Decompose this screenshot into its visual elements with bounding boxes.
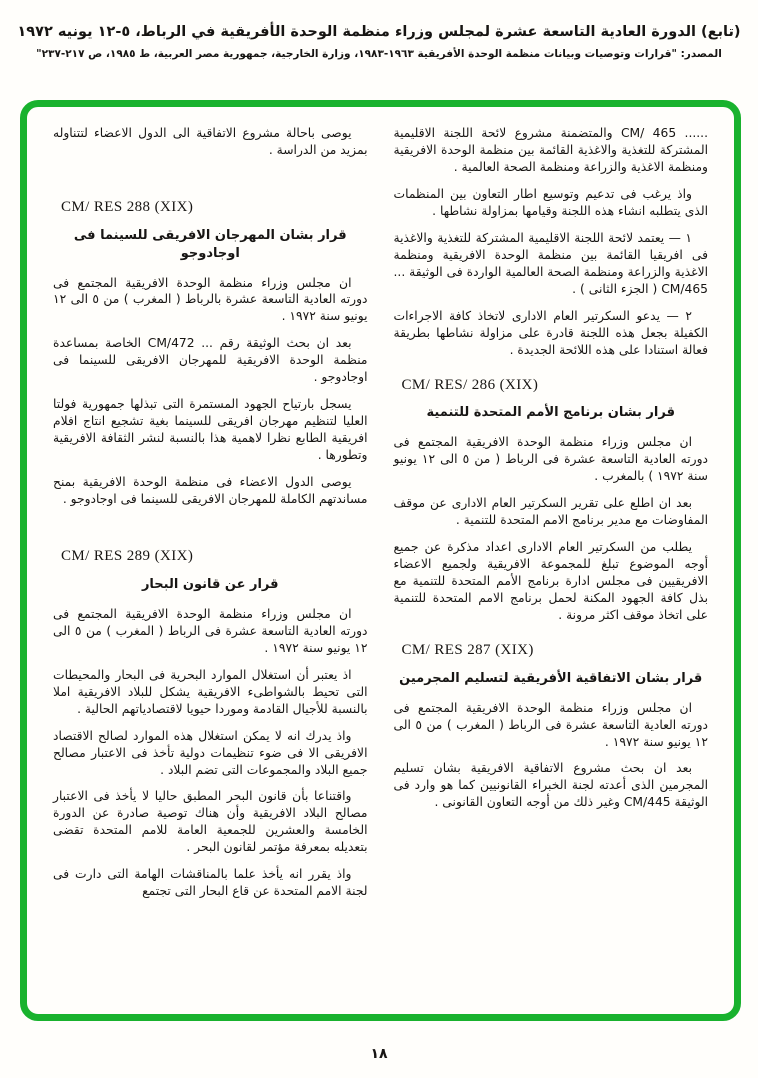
paragraph: يطلب من السكرتير العام الادارى اعداد مذكرة عن جميع أوجه الموضوع تبلغ للمجموعة الافريقية ولجميع الاعضاء الافريقيين فى مجلس ادارة برنامج الأمم المتحدة للتنمية مع بذل كافة الجهود المكنة لحمل برنامج الامم المتحدة للتنمية على اتخاذ موقف اكثر مرونة . [393,540,708,622]
paragraph: ان مجلس وزراء منظمة الوحدة الافريقية المجتمع فى دورته العادية التاسعة عشرة فى الرباط ( المغرب ) من ٥ الى ١٢ يونيو سنة ١٩٧٢ . [393,700,708,749]
resolution-heading: قرار عن قانون البحار [141,576,279,592]
paragraph: اذ يعتبر أن استغلال الموارد البحرية فى البحار والمحيطات التى تحيط بالشواطىء الافريقية يشكل للبلاد الافريقية املا بالنسبة للأجيال القادمة وموردا حيويا لاقتصادياتهم الحالية . [53,667,368,716]
paragraph: واذ يدرك انه لا يمكن استغلال هذه الموارد لصالح الاقتصاد الافريقى الا فى ضوء تنظيمات دولية تأخذ فى الاعتبار مصالح جميع البلاد والمجموعات التى تضم البلاد . [53,728,368,777]
paragraph: ان مجلس وزراء منظمة الوحدة الافريقية المجتمع فى دورته العادية التاسعة عشرة بالرباط ( المغرب ) من ٥ الى ١٢ يونيو سنة ١٩٧٢ . [53,275,368,324]
paragraph: بعد ان بحث الوثيقة رقم ... CM/472 الخاصة بمساعدة منظمة الوحدة الافريقية للمهرجان الافريقى للسينما فى اوجادوجو . [53,336,368,385]
resolution-heading: قرار بشان الاتفاقية الأفريقية لتسليم المجرمين [399,670,703,686]
paragraph: يسجل بارتياح الجهود المستمرة التى تبذلها جمهورية فولتا العليا لتنظيم مهرجان افريقى للسينما بغية تشجيع انتاج افلام افريقية الطابع نظرا لاهمية هذا بالنسبة لنشر الثقافة الافريقية وتطورها . [53,397,368,463]
paragraph: ١ — يعتمد لائحة اللجنة الاقليمية المشتركة للتغذية والاغذية فى افريقيا القائمة بين منظمة الوحدة الافريقية ومنظمة الاغذية والزراعة ومنظمة الصحة العالمية الواردة فى الوثيقة ... CM/465 ( الجزء الثانى ) . [393,230,708,296]
paragraph: بعد ان بحث مشروع الاتفاقية الافريقية بشان تسليم المجرمين الذى أعدته لجنة الخبراء القانونيين كما هو وارد فى الوثيقة CM/445 وغير ذلك من أوجه التعاون القانونى . [393,761,708,810]
paragraph: ان مجلس وزراء منظمة الوحدة الافريقية المجتمع فى دورته العادية التاسعة عشرة فى الرباط ( المغرب ) من ٥ الى ١٢ يونيو سنة ١٩٧٢ . [53,606,368,655]
page-number: ١٨ [370,1046,388,1062]
paragraph: يوصى باحالة مشروع الاتفاقية الى الدول الاعضاء لتتناوله بمزيد من الدراسة . [53,126,368,157]
resolution-code: CM/ RES 288 (XIX) [61,198,194,215]
paragraph: يوصى الدول الاعضاء فى منظمة الوحدة الافريقية بمنح مساندتهم الكاملة للمهرجان الافريقى للسينما فى اوجادوجو . [53,475,368,507]
paragraph: واذ يرغب فى تدعيم وتوسيع اطار التعاون بين المنظمات الذى يتطلبه انشاء هذه اللجنة وقيامها بمزاولة نشاطها . [393,186,708,218]
paragraph: واذ يقرر انه يأخذ علما بالمناقشات الهامة التى دارت فى لجنة الامم المتحدة عن قاع البحار التى تجتمع [53,867,368,899]
resolution-heading: قرار بشان المهرجان الافريقى للسينما فى اوجادوجو [73,227,347,261]
column-right [394,125,709,1014]
resolution-code: CM/ RES 289 (XIX) [61,548,194,565]
resolution-code: CM/ RES/ 286 (XIX) [401,376,539,393]
paragraph: ...... CM/ 465 والمتضمنة مشروع لائحة اللجنة الاقليمية المشتركة للتغذية والاغذية القائمة بين منظمة الوحدة الافريقية ومنظمة الاغذية والزراعة ومنظمة الصحة العالمية . [393,126,709,174]
resolution-code: CM/ RES 287 (XIX) [401,641,534,658]
header-source-line: المصدر: "قرارات وتوصيات وبيانات منظمة الوحدة الأفريقية ١٩٦٣-١٩٨٣، وزارة الخارجية، جمهورية مصر العربية، ط ١٩٨٥، ص ٢١٧-٢٣٧" [36,48,722,60]
page-header [0,24,758,60]
header-title: (تابع) الدورة العادية التاسعة عشرة لمجلس وزراء منظمة الوحدة الأفريقية في الرباط، ٥-١٢ يونيه ١٩٧٢ [17,24,741,40]
paragraph: ان مجلس وزراء منظمة الوحدة الافريقية المجتمع فى دورته العادية التاسعة عشرة فى الرباط ( من ٥ الى ١٢ يونيو سنة ١٩٧٢ ) بالمغرب . [393,435,709,484]
paragraph: واقتناعا بأن قانون البحر المطبق حاليا لا يأخذ فى الاعتبار مصالح البلاد الافريقية وأن هناك توصية صادرة عن الدورة الخامسة والعشرين للجمعية العامة للامم المتحدة تقضى بتعديله بمعرفة مؤتمر لقانون البحر . [53,789,368,855]
paragraph: ٢ — يدعو السكرتير العام الادارى لاتخاذ كافة الاجراءات الكفيلة بجعل هذه اللجنة قادرة على مزاولة نشاطها بطريقة فعالة استنادا على هذه اللائحة الجديدة . [393,308,708,357]
column-left [53,125,368,1014]
resolution-heading: قرار بشان برنامج الأمم المتحدة للتنمية [426,405,675,421]
paragraph: بعد ان اطلع على تقرير السكرتير العام الادارى عن موقف المفاوضات مع مدير برنامج الامم المتحدة للتنمية . [393,496,708,528]
content-frame [20,100,741,1021]
two-column-layout [53,125,708,1014]
